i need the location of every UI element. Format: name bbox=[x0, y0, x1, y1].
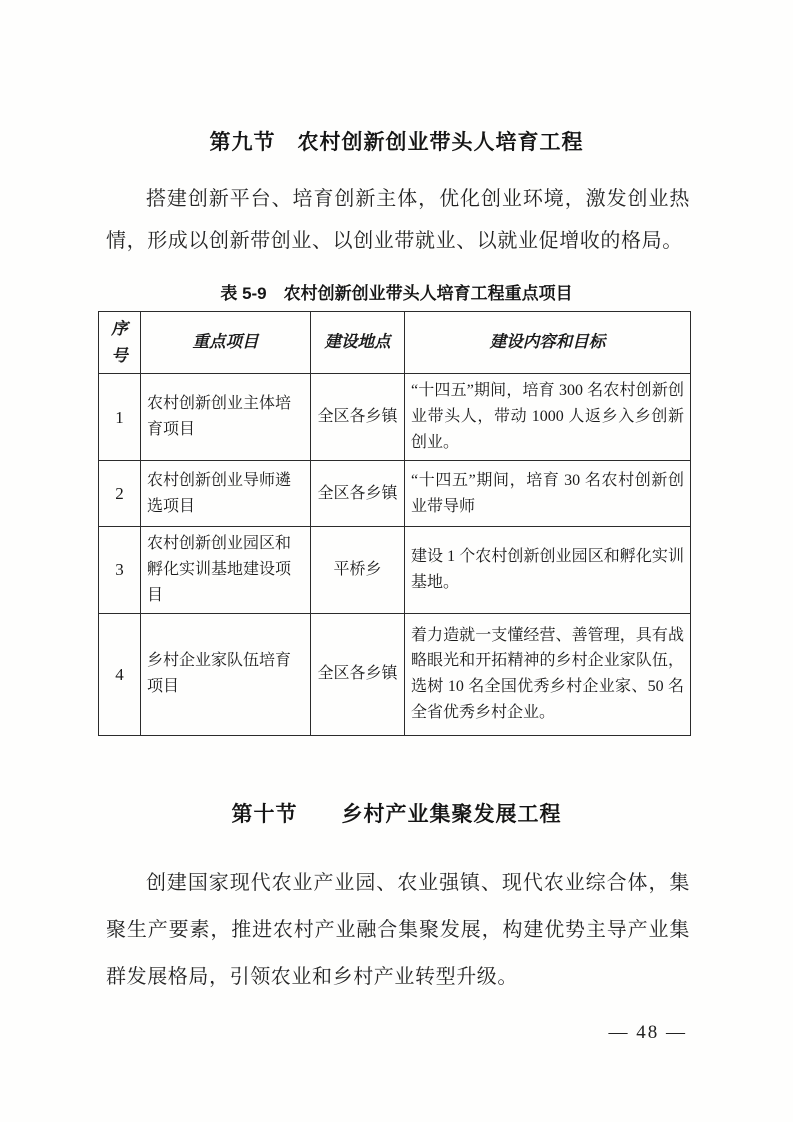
cell-no: 2 bbox=[99, 461, 141, 527]
cell-content: 建设 1 个农村创新创业园区和孵化实训基地。 bbox=[405, 527, 691, 614]
table-row bbox=[99, 527, 691, 614]
page-number: — 48 — bbox=[608, 1022, 687, 1043]
table-row bbox=[99, 461, 691, 527]
section10-title: 第十节 乡村产业集聚发展工程 bbox=[231, 803, 562, 826]
projects-table bbox=[98, 311, 691, 736]
cell-location: 全区各乡镇 bbox=[311, 374, 405, 461]
cell-location: 全区各乡镇 bbox=[311, 461, 405, 527]
cell-project: 农村创新创业导师遴选项目 bbox=[141, 461, 311, 527]
cell-location: 平桥乡 bbox=[311, 527, 405, 614]
section9-paragraph: 搭建创新平台、培育创新主体，优化创业环境，激发创业热情，形成以创新带创业、以创业带就业、以就业促增收的格局。 bbox=[106, 188, 690, 252]
cell-project: 乡村企业家队伍培育项目 bbox=[141, 613, 311, 735]
cell-no: 4 bbox=[99, 613, 141, 735]
section10-paragraph: 创建国家现代农业产业园、农业强镇、现代农业综合体，集聚生产要素，推进农村产业融合集聚发展，构建优势主导产业集群发展格局，引领农业和乡村产业转型升级。 bbox=[106, 872, 690, 988]
section9-title: 第九节 农村创新创业带头人培育工程 bbox=[209, 131, 584, 154]
cell-location: 全区各乡镇 bbox=[311, 613, 405, 735]
header-cell-content: 建设内容和目标 bbox=[405, 312, 691, 374]
cell-content: “十四五”期间，培育 300 名农村创新创业带头人，带动 1000 人返乡入乡创新创业。 bbox=[405, 374, 691, 461]
table-caption: 表 5-9 农村创新创业带头人培育工程重点项目 bbox=[220, 284, 573, 303]
cell-project: 农村创新创业主体培育项目 bbox=[141, 374, 311, 461]
cell-content: 着力造就一支懂经营、善管理，具有战略眼光和开拓精神的乡村企业家队伍，选树 10 名全国优秀乡村企业家、50 名全省优秀乡村企业。 bbox=[405, 613, 691, 735]
table-header-row bbox=[99, 312, 691, 374]
table-row bbox=[99, 613, 691, 735]
header-cell-location: 建设地点 bbox=[311, 312, 405, 374]
header-cell-no: 序号 bbox=[99, 312, 141, 374]
cell-no: 3 bbox=[99, 527, 141, 614]
header-cell-project: 重点项目 bbox=[141, 312, 311, 374]
table-row bbox=[99, 374, 691, 461]
cell-no: 1 bbox=[99, 374, 141, 461]
cell-project: 农村创新创业园区和孵化实训基地建设项目 bbox=[141, 527, 311, 614]
cell-content: “十四五”期间，培育 30 名农村创新创业带导师 bbox=[405, 461, 691, 527]
